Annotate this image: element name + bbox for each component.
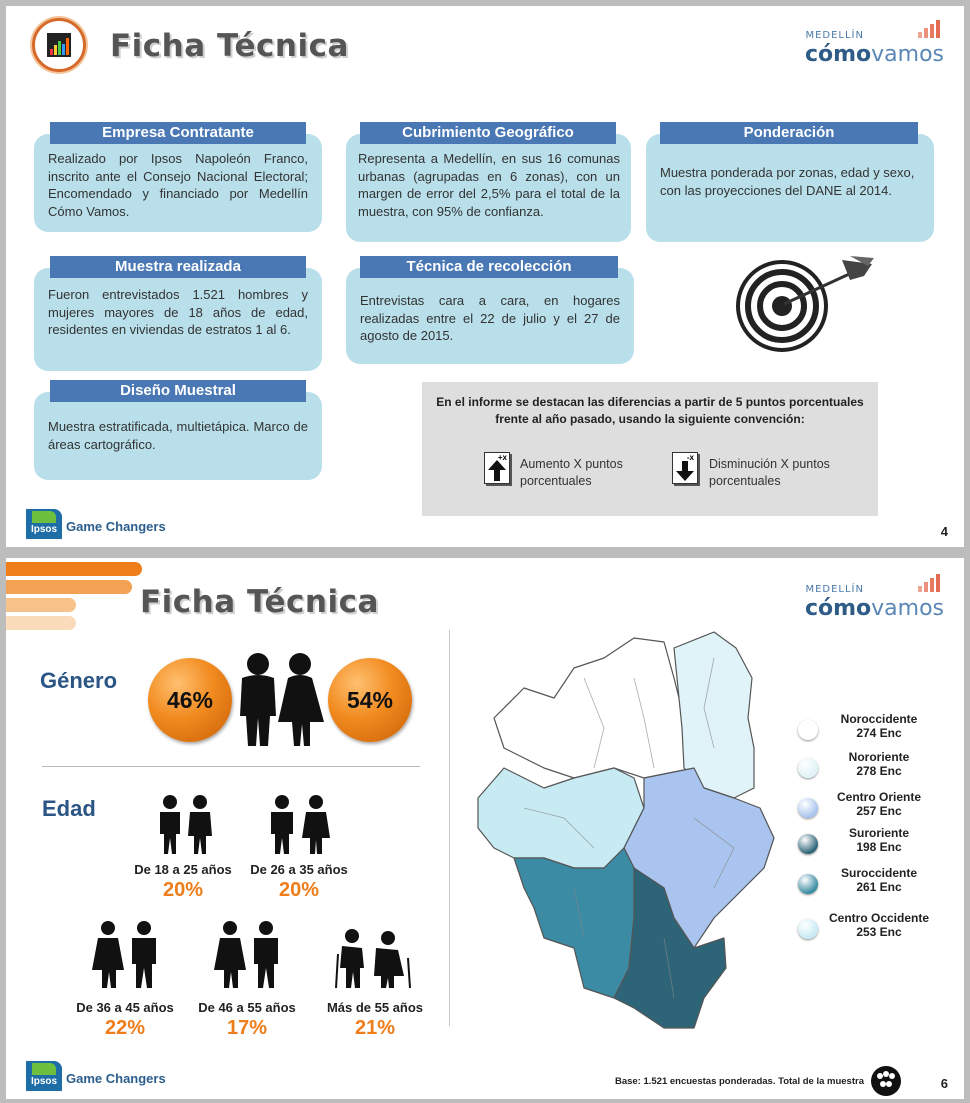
age-range: De 46 a 55 años — [198, 1000, 296, 1015]
zone-count: 253 Enc — [856, 925, 902, 939]
zone-count: 257 Enc — [856, 804, 902, 818]
bars-icon — [918, 574, 942, 592]
page-number: 4 — [940, 524, 948, 539]
age-group-46-55 — [182, 1000, 312, 1040]
target-icon — [722, 254, 882, 354]
age-percent: 17% — [226, 1017, 268, 1039]
medellin-como-vamos-logo — [804, 20, 944, 70]
zone-count: 274 Enc — [856, 726, 902, 740]
legend-dot — [798, 874, 818, 894]
vertical-divider — [449, 630, 450, 1026]
age-range: De 18 a 25 años — [134, 862, 232, 877]
legend-suroriente — [796, 826, 956, 862]
decrease-label: Disminución X puntos porcentuales — [709, 457, 830, 488]
mujeres-percent: 54% — [328, 658, 412, 742]
age-percent: 21% — [354, 1017, 396, 1039]
card-header: Técnica de recolección — [360, 256, 618, 278]
age-percent: 22% — [104, 1017, 146, 1039]
legend-dot — [798, 834, 818, 854]
edad-label: Edad — [42, 796, 96, 821]
zone-count: 278 Enc — [856, 764, 902, 778]
young-couple-icon — [154, 794, 216, 856]
medellin-zones-map — [464, 618, 794, 1038]
zone-name: Suroriente — [848, 826, 909, 840]
tagline: Game Changers — [66, 1071, 166, 1086]
age-group-36-45 — [60, 1000, 190, 1040]
age-group-mas-55 — [310, 1000, 440, 1040]
logo-como-vamos: cómovamos — [804, 42, 944, 67]
ipsos-badge: Ipsos — [26, 509, 62, 539]
legend-centro-oriente — [796, 790, 956, 826]
increase-label: Aumento X puntos porcentuales — [520, 457, 623, 488]
zone-name: Noroccidente — [840, 712, 918, 726]
card-muestra-realizada — [34, 258, 322, 371]
card-empresa-contratante — [34, 124, 322, 232]
zone-name: Nororiente — [848, 750, 910, 764]
zone-suroccidente — [514, 848, 634, 998]
age-range: De 26 a 35 años — [250, 862, 348, 877]
business-couple-icon — [90, 920, 162, 990]
card-ponderacion — [646, 124, 934, 242]
legend-dot — [798, 720, 818, 740]
medellin-como-vamos-logo — [804, 574, 944, 624]
hombres-percent: 46% — [148, 658, 232, 742]
age-group-18-25 — [118, 862, 248, 902]
chart-logo-icon — [32, 18, 86, 72]
bars-icon — [918, 20, 942, 38]
legend-dot — [798, 798, 818, 818]
age-group-26-35 — [234, 862, 364, 902]
increase-arrow-icon: +x — [484, 452, 510, 484]
page-title: Ficha Técnica — [110, 28, 349, 64]
slide-6 — [6, 558, 964, 1099]
legend-dot — [798, 758, 818, 778]
convention-box — [422, 382, 878, 516]
genero-label: Género — [40, 668, 118, 693]
legend-suroccidente — [796, 866, 956, 902]
slide-4 — [6, 6, 964, 547]
logo-como-vamos: cómovamos — [804, 596, 944, 621]
zone-noroccidente — [494, 638, 694, 778]
card-header: Ponderación — [660, 122, 918, 144]
tagline: Game Changers — [66, 519, 166, 534]
card-text: Fueron entrevistados 1.521 hombres y mujeres mayores de 18 años de edad, residentes en viviendas de estratos 1 al 6. — [48, 287, 308, 337]
zone-name: Centro Occidente — [828, 911, 930, 925]
card-text: Representa a Medellín, en sus 16 comunas urbanas (agrupadas en 6 zonas), con un margen de error del 2,5% para el total de la muestra, con 95% de confianza. — [358, 151, 620, 219]
legend-nororiente — [796, 750, 956, 786]
page-number: 6 — [940, 1076, 948, 1091]
zone-name: Suroccidente — [840, 866, 918, 880]
logo-city: MEDELLÍN — [805, 30, 864, 41]
card-text: Entrevistas cara a cara, en hogares realizadas entre el 22 de julio y el 27 de agosto de 2015. — [360, 293, 620, 343]
card-text: Realizado por Ipsos Napoleón Franco, inscrito ante el Consejo Nacional Electoral; Encomendado y financiado por Medellín Cómo Vamos. — [48, 151, 308, 219]
card-header: Diseño Muestral — [50, 380, 306, 402]
decrease-arrow-icon: -x — [672, 452, 698, 484]
card-header: Empresa Contratante — [50, 122, 306, 144]
age-percent: 20% — [162, 879, 204, 901]
section-divider — [42, 766, 420, 767]
couple-icon — [232, 652, 326, 748]
card-cubrimiento-geografico — [346, 124, 631, 242]
legend-noroccidente — [796, 712, 956, 748]
card-text: Muestra ponderada por zonas, edad y sexo, con las proyecciones del DANE al 2014. — [660, 165, 915, 198]
zone-count: 198 Enc — [856, 840, 902, 854]
legend-dot — [798, 919, 818, 939]
age-range: Más de 55 años — [326, 1000, 424, 1015]
elderly-couple-icon — [332, 928, 412, 990]
base-note: Base: 1.521 encuestas ponderadas. Total de la muestra — [614, 1076, 864, 1087]
card-diseno-muestral — [34, 382, 322, 480]
zone-name: Centro Oriente — [836, 790, 921, 804]
middle-age-couple-icon — [212, 920, 284, 990]
card-header: Cubrimiento Geográfico — [360, 122, 616, 144]
card-tecnica-recoleccion — [346, 258, 634, 364]
age-range: De 36 a 45 años — [76, 1000, 174, 1015]
card-header: Muestra realizada — [50, 256, 306, 278]
age-percent: 20% — [278, 879, 320, 901]
people-group-icon — [870, 1065, 902, 1097]
page-title: Ficha Técnica — [140, 584, 379, 620]
zone-count: 261 Enc — [856, 880, 902, 894]
legend-centro-occidente — [796, 911, 956, 947]
adult-couple-icon — [266, 794, 332, 856]
logo-city: MEDELLÍN — [805, 584, 864, 595]
ipsos-badge: Ipsos — [26, 1061, 62, 1091]
card-text: Muestra estratificada, multietápica. Marco de áreas cartográfico. — [48, 419, 308, 452]
convention-text: En el informe se destacan las diferencias a partir de 5 puntos porcentuales frente al año pasado, usando la siguiente convención: — [436, 395, 864, 426]
